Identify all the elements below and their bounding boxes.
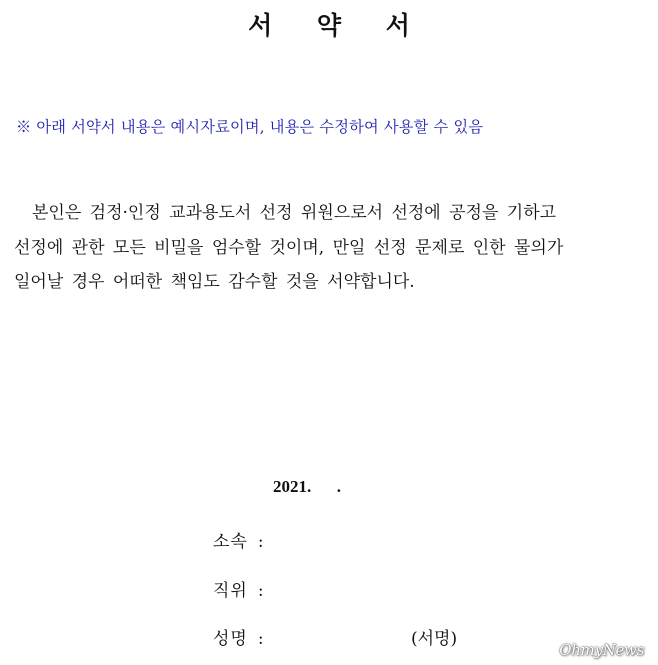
date-line: 2021. . (273, 477, 341, 496)
pledge-line-2: 선정에 관한 모든 비밀을 엄수할 것이며, 만일 선정 문제로 인한 물의가 (14, 237, 564, 258)
document-title: 서 약 서 (248, 11, 428, 40)
pledge-line-1: 본인은 검정·인정 교과용도서 선정 위원으로서 선정에 공정을 기하고 (32, 203, 557, 223)
pledge-line-3: 일어날 경우 어떠한 책임도 감수할 것을 서약합니다. (14, 272, 415, 292)
name-label: 성명 (213, 629, 248, 649)
name-field (213, 624, 264, 649)
affiliation-colon: : (257, 532, 264, 552)
notice-text: ※ 아래 서약서 내용은 예시자료이며, 내용은 수정하여 사용할 수 있음 (16, 118, 484, 136)
position-colon: : (257, 581, 264, 601)
affiliation-field (213, 527, 264, 552)
signature-label: (서명) (411, 629, 458, 649)
position-label: 직위 (213, 581, 248, 601)
position-field (213, 576, 264, 601)
pledge-body (14, 196, 650, 300)
affiliation-label: 소속 (213, 532, 248, 552)
ohmynews-watermark: OhmyNews (559, 641, 644, 659)
name-colon: : (257, 629, 264, 649)
